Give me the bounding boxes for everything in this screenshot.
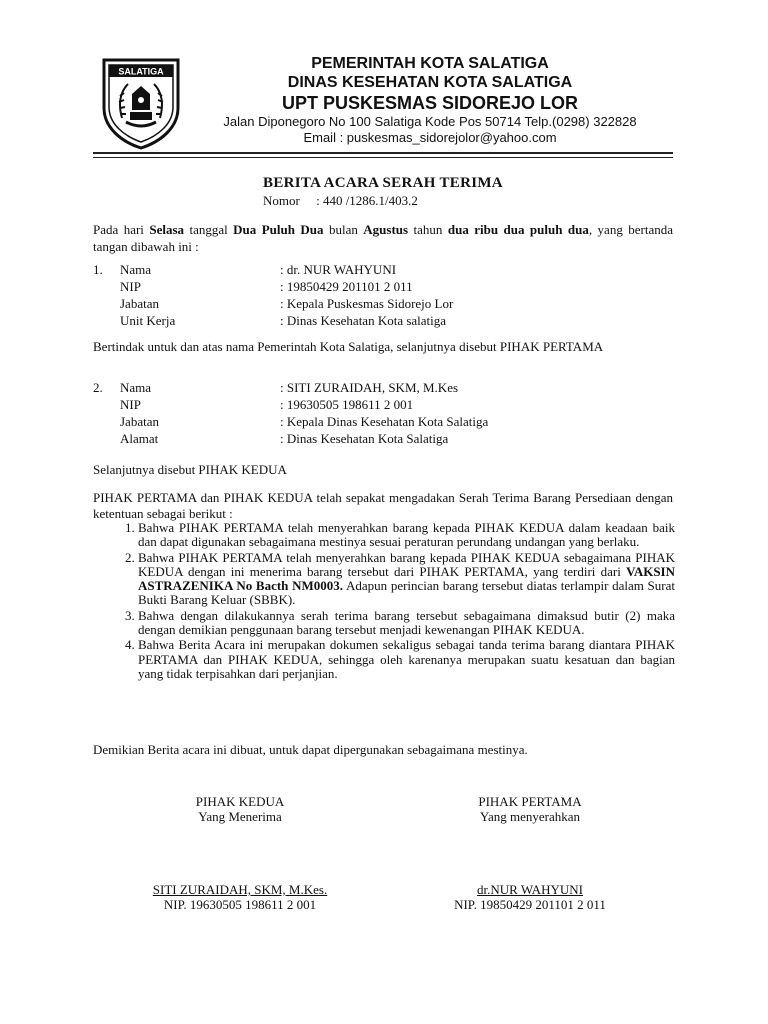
terms-list xyxy=(93,521,675,682)
party2-label: Alamat xyxy=(120,431,159,446)
signature-left-nip: NIP. 19630505 198611 2 001 xyxy=(163,897,317,912)
signature-left xyxy=(140,794,340,824)
term-item xyxy=(138,609,675,638)
city-emblem-logo xyxy=(100,56,182,150)
letterhead-address: Jalan Diponegoro No 100 Salatiga Kode Pos 50714 Telp.(0298) 322828 xyxy=(223,114,637,129)
term-item xyxy=(138,551,675,608)
term-text: Bahwa PIHAK PERTAMA telah menyerahkan barang kepada PIHAK KEDUA dalam keadaan baik dan dapat digunakan sebagaimana mestinya sesuai peraturan perundang undangan yang berlaku. xyxy=(138,520,675,550)
term-text: Adapun perincian barang tersebut diatas terlampir dalam Surat Bukti Barang Keluar (SBBK). xyxy=(138,578,675,608)
opening-text: Pada hari xyxy=(93,222,150,237)
opening-text: tanggal xyxy=(184,222,234,237)
party1-number: 1. xyxy=(93,262,103,277)
header-divider-thin xyxy=(93,157,673,158)
opening-text: bulan xyxy=(323,222,364,237)
term-text: Bahwa PIHAK PERTAMA telah menyerahkan barang kepada PIHAK KEDUA sebagaimana PIHAK KEDUA dengan ini menerima barang tersebut dari PIHAK PERTAMA, yang terdiri dari xyxy=(138,549,675,579)
opening-date: Dua Puluh Dua xyxy=(233,222,324,237)
party1-label: Unit Kerja xyxy=(120,313,176,328)
opening-year: dua ribu dua puluh dua xyxy=(447,222,589,237)
vaccine-batch: VAKSIN ASTRAZENIKA No Bacth NM0003. xyxy=(138,563,675,594)
party2-number: 2. xyxy=(93,380,103,395)
letterhead-department: DINAS KESEHATAN KOTA SALATIGA xyxy=(287,74,573,91)
signature-right-party: PIHAK PERTAMA xyxy=(478,794,582,809)
party1-value: : Dinas Kesehatan Kota salatiga xyxy=(280,313,447,328)
header-divider-thick xyxy=(93,152,673,154)
letterhead xyxy=(190,54,670,146)
party1-label: Nama xyxy=(120,262,152,277)
opening-month: Agustus xyxy=(363,222,409,237)
signature-left-name: SITI ZURAIDAH, SKM, M.Kes. xyxy=(152,882,328,897)
closing-paragraph: Demikian Berita acara ini dibuat, untuk dapat dipergunakan sebagaimana mestinya. xyxy=(93,742,528,757)
party1-label: NIP xyxy=(120,279,141,294)
svg-text:SALATIGA: SALATIGA xyxy=(118,66,164,77)
party2-description: Selanjutnya disebut PIHAK KEDUA xyxy=(93,462,287,477)
party1-row xyxy=(93,313,453,330)
opening-text: tahun xyxy=(408,222,448,237)
agreement-paragraph: PIHAK PERTAMA dan PIHAK KEDUA telah sepakat mengadakan Serah Terima Barang Persediaan dengan ketentuan sebagai berikut : xyxy=(93,490,673,521)
party2-row xyxy=(93,380,488,397)
party2-label: Jabatan xyxy=(120,414,159,429)
term-item xyxy=(138,521,675,550)
party1-row xyxy=(93,279,453,296)
party1-label: Jabatan xyxy=(120,296,159,311)
opening-text: , yang bertanda tangan dibawah ini : xyxy=(93,222,674,254)
party2-value: : 19630505 198611 2 001 xyxy=(280,397,414,412)
party2-row xyxy=(93,431,488,448)
document-number: Nomor : 440 /1286.1/403.2 xyxy=(263,193,418,208)
letterhead-government: PEMERINTAH KOTA SALATIGA xyxy=(311,55,549,72)
opening-day: Selasa xyxy=(149,222,185,237)
document-title: BERITA ACARA SERAH TERIMA xyxy=(263,175,503,191)
party1-description: Bertindak untuk dan atas nama Pemerintah Kota Salatiga, selanjutnya disebut PIHAK PERTAMA xyxy=(93,339,604,354)
signature-right-name: dr.NUR WAHYUNI xyxy=(477,882,583,897)
opening-paragraph xyxy=(93,221,673,255)
term-text: Bahwa dengan dilakukannya serah terima barang tersebut sebagaimana dimaksud butir (2) maka dengan demikian penggunaan barang tersebut menjadi kewenangan PIHAK KEDUA. xyxy=(138,607,675,638)
signature-right-nip: NIP. 19850429 201101 2 011 xyxy=(454,897,606,912)
party2-value: : Dinas Kesehatan Kota Salatiga xyxy=(280,431,449,446)
party1-value: : Kepala Puskesmas Sidorejo Lor xyxy=(280,296,454,311)
party2-label: NIP xyxy=(120,397,141,412)
party1-value: : 19850429 201101 2 011 xyxy=(280,279,413,294)
party1-details xyxy=(93,262,453,330)
signature-left-name-block xyxy=(110,882,370,912)
party1-row xyxy=(93,296,453,313)
signature-right-role: Yang menyerahkan xyxy=(479,809,581,824)
signature-left-party: PIHAK KEDUA xyxy=(195,794,285,809)
letterhead-email: Email : puskesmas_sidorejolor@yahoo.com xyxy=(303,130,557,145)
party1-value: : dr. NUR WAHYUNI xyxy=(280,262,397,277)
party2-label: Nama xyxy=(120,380,152,395)
letterhead-institution: UPT PUSKESMAS SIDOREJO LOR xyxy=(281,93,579,113)
party2-row xyxy=(93,414,488,431)
party2-value: : SITI ZURAIDAH, SKM, M.Kes xyxy=(280,380,459,395)
party1-row xyxy=(93,262,453,279)
signature-right-name-block xyxy=(400,882,660,912)
party2-value: : Kepala Dinas Kesehatan Kota Salatiga xyxy=(280,414,489,429)
signature-left-role: Yang Menerima xyxy=(198,809,282,824)
term-item xyxy=(138,638,675,681)
signature-right xyxy=(430,794,630,824)
party2-row xyxy=(93,397,488,414)
party2-details xyxy=(93,380,488,448)
term-text: Bahwa Berita Acara ini merupakan dokumen sekaligus sebagai tanda terima barang diantara PIHAK PERTAMA dan PIHAK KEDUA, sehingga oleh karenanya merupakan suatu kesatuan dan bagian yang tidak terpisahkan dari perjanjian. xyxy=(138,637,675,681)
